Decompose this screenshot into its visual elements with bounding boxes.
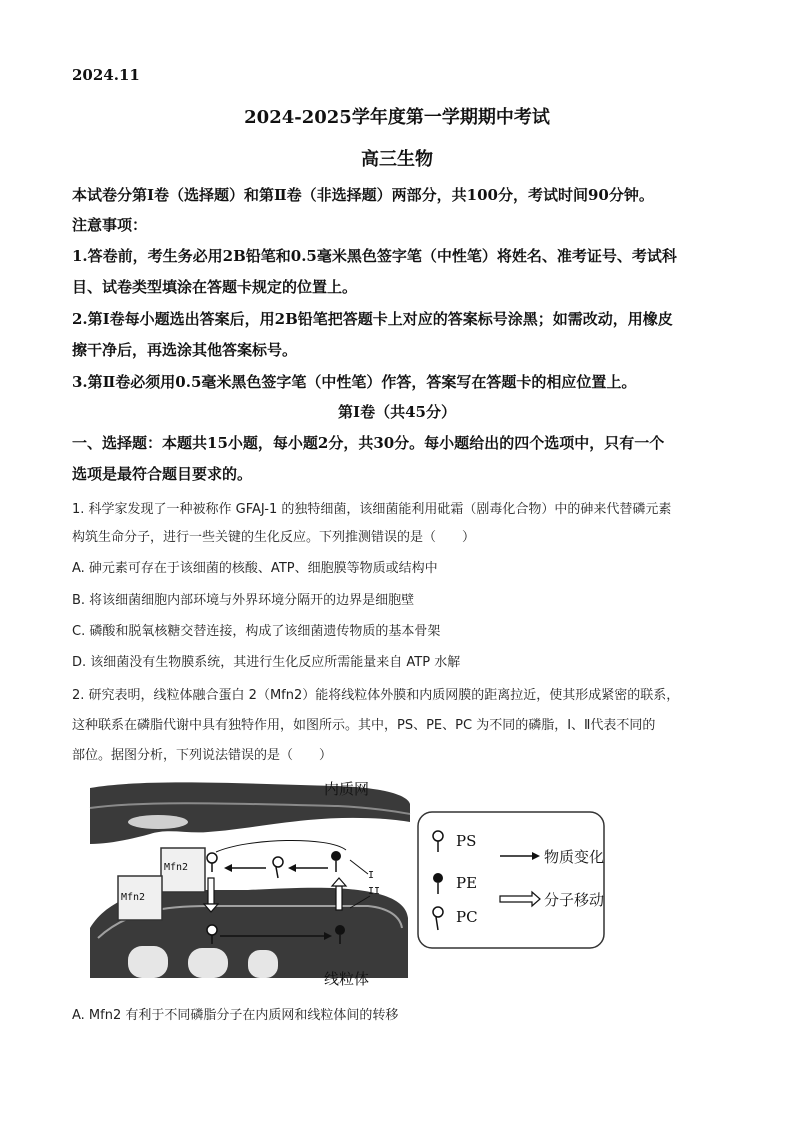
exam-title: 2024-2025学年度第一学期期中考试 <box>244 107 550 128</box>
site-1-label: I <box>368 870 375 881</box>
legend-pc-icon <box>433 907 443 917</box>
ps-lipid-er <box>207 853 217 863</box>
q1-option-c: C. 磷酸和脱氧核糖交替连接，构成了该细菌遗传物质的基本骨架 <box>72 624 441 639</box>
q2-stem-b: 这种联系在磷脂代谢中具有独特作用，如图所示。其中，PS、PE、PC 为不同的磷脂，Ⅰ、Ⅱ代表不同的 <box>72 718 656 733</box>
exam-date: 2024.11 <box>72 66 140 84</box>
legend-ps-icon <box>433 831 443 841</box>
mitochondria-label: 线粒体 <box>324 970 370 988</box>
er-label: 内质网 <box>324 780 370 798</box>
exam-subject: 高三生物 <box>361 149 433 170</box>
q1-stem-b: 构筑生命分子，进行一些关键的生化反应。下列推测错误的是（ ） <box>72 530 476 545</box>
pe-lipid-mito <box>335 925 345 935</box>
mfn2-upper-label: Mfn2 <box>164 862 189 873</box>
q1-stem-a: 1. 科学家发现了一种被称作 GFAJ-1 的独特细菌，该细菌能利用砒霜（剧毒化合物）中的砷来代替磷元素 <box>72 502 672 517</box>
q1-option-d: D. 该细菌没有生物膜系统，其进行生化反应所需能量来自 ATP 水解 <box>72 655 461 670</box>
q2-option-a: A. Mfn2 有利于不同磷脂分子在内质网和线粒体间的转移 <box>72 1008 399 1023</box>
section-heading: 第Ⅰ卷（共45分） <box>338 403 456 421</box>
note-1-line-b: 目、试卷类型填涂在答题卡规定的位置上。 <box>72 278 358 296</box>
legend-pc-label: PC <box>456 908 478 926</box>
legend-move-label: 分子移动 <box>544 891 605 909</box>
legend-ps-label: PS <box>456 832 477 850</box>
q1-option-b: B. 将该细菌细胞内部环境与外界环境分隔开的边界是细胞壁 <box>72 593 415 608</box>
er-mitochondria-figure <box>88 778 608 988</box>
q1-option-a: A. 砷元素可存在于该细菌的核酸、ATP、细胞膜等物质或结构中 <box>72 561 438 576</box>
legend-pe-icon <box>433 873 443 883</box>
curve-arrow <box>216 840 346 852</box>
legend-box <box>418 812 604 948</box>
section-instruction-a: 一、选择题：本题共15小题，每小题2分，共30分。每小题给出的四个选项中，只有一个 <box>72 434 665 452</box>
pc-lipid-er <box>273 857 283 867</box>
intro-line: 本试卷分第Ⅰ卷（选择题）和第Ⅱ卷（非选择题）两部分，共100分，考试时间90分钟。 <box>72 186 654 204</box>
q2-stem-a: 2. 研究表明，线粒体融合蛋白 2（Mfn2）能将线粒体外膜和内质网膜的距离拉近，使其形成紧密的联系， <box>72 688 680 703</box>
note-3: 3.第Ⅱ卷必须用0.5毫米黑色签字笔（中性笔）作答，答案写在答题卡的相应位置上。 <box>72 373 637 391</box>
q2-stem-c: 部位。据图分析，下列说法错误的是（ ） <box>72 748 333 763</box>
notes-heading: 注意事项： <box>72 216 148 234</box>
site-2-label: II <box>368 886 381 897</box>
ps-lipid-mito <box>207 925 217 935</box>
note-2-line-b: 擦干净后，再选涂其他答案标号。 <box>72 341 298 359</box>
note-1-line-a: 1.答卷前，考生务必用2B铅笔和0.5毫米黑色签字笔（中性笔）将姓名、准考证号、考试科 <box>72 247 677 265</box>
pe-lipid-er <box>331 851 341 861</box>
move-arrow-up <box>336 886 342 910</box>
note-2-line-a: 2.第Ⅰ卷每小题选出答案后，用2B铅笔把答题卡上对应的答案标号涂黑；如需改动，用橡皮 <box>72 310 673 328</box>
mfn2-lower-label: Mfn2 <box>121 892 146 903</box>
move-arrow-down <box>208 878 214 904</box>
legend-change-label: 物质变化 <box>544 848 605 866</box>
section-instruction-b: 选项是最符合题目要求的。 <box>72 465 253 483</box>
legend-pe-label: PE <box>456 874 478 892</box>
